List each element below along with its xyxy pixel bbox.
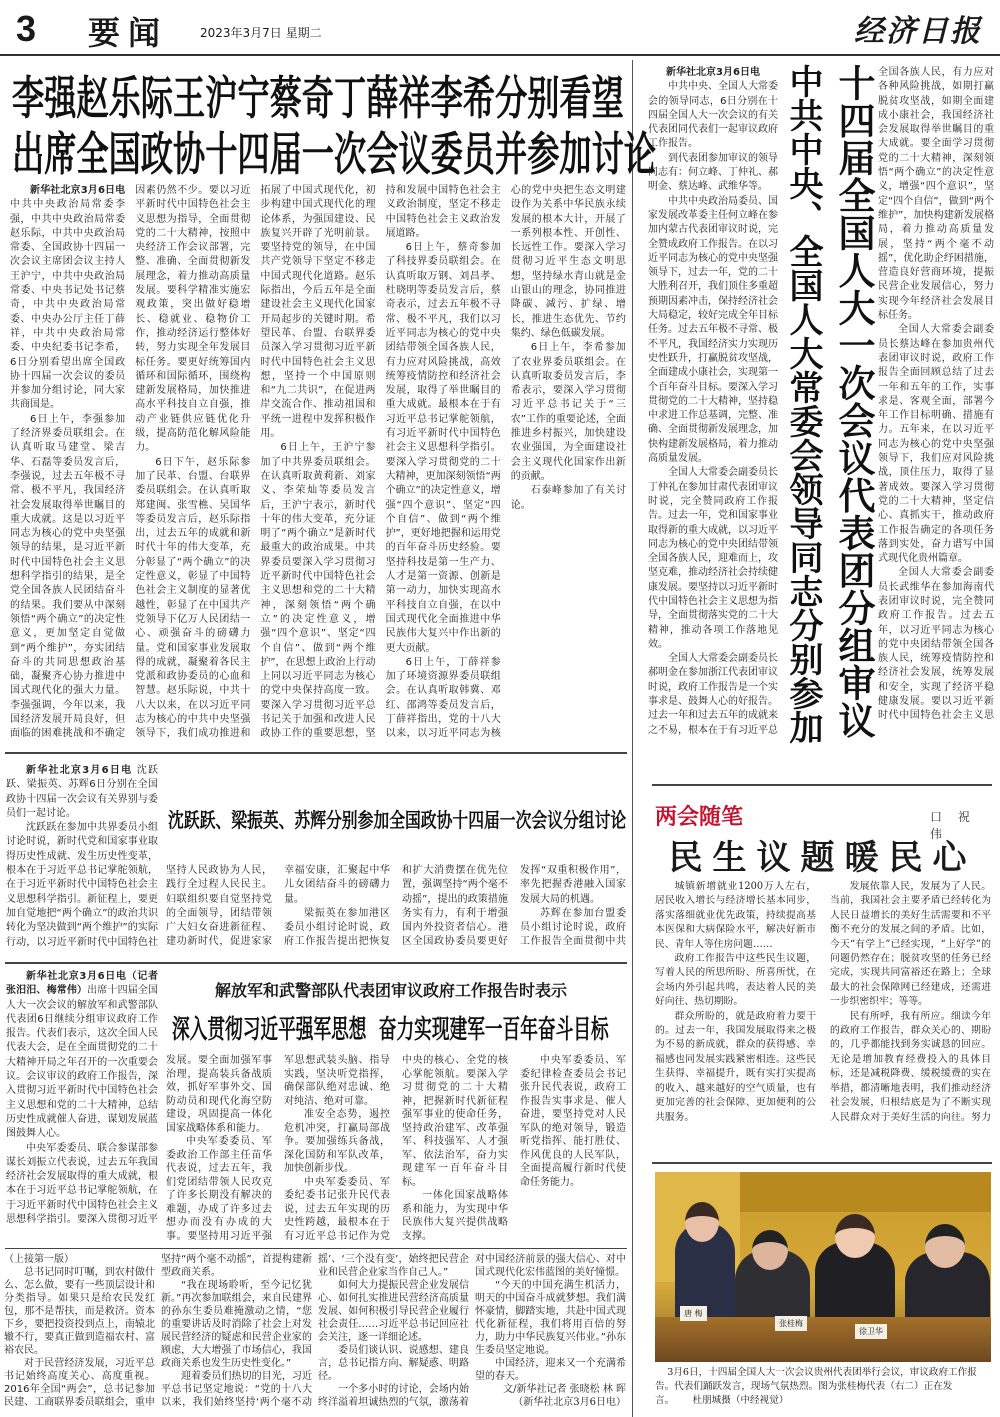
column-divider — [632, 60, 633, 1417]
paragraph: 6日上午，王沪宁参加了中共界委员联组会。在认真听取黄莉新、刘家义、李荣灿等委员发言后，王沪宁表示，新时代十年的伟大变革，充分证明了“两个确立”是新时代最重大的政治成果。中共界委员要深入学习贯彻习近平新时代中国特色社会主义思想和党的二十大精神，深刻领悟“两个确立”的决定性意义，增强“四个意识”、坚定“四个自信”、做到“两个维护”，在思想上政治上行动上同以习近平同志为核心的党中央保持高度一致。要深入学习贯彻习近平总书记关于加强和改进人民政协工作的重要思想，坚持和发展中国特色社会主义政治制度，坚定不移走中国特色社会主义政治发展道路。 — [260, 185, 501, 740]
paragraph: 对于民营经济发展，习近平总书记始终高度关心、高度重视。2016年全国“两会”，总书记参加民建、工商联界委员联组会，重申坚持“两个毫不动摇”，首提构建新型政商关系。 — [4, 1254, 312, 1408]
paragraph: 群众所盼的，就是政府着力要干的。过去一年，我国发展取得来之极为不易的新成就，群众的获得感、幸福感也同发展实践紧密相连。这些民生获得、幸福提升，既有实打实提高的收入、越来越好的空气质量，也有更加完善的社会保障、更加便利的公共服务。 — [655, 1010, 816, 1123]
paragraph: 出席十四届全国人大一次会议的解放军和武警部队代表团6日继续分组审议政府工作报告。代表们表示，这次全国人民代表大会，是在全面贯彻党的二十大精神开局之年召开的一次重要会议。会议审议的政府工作报告，深入贯彻习近平新时代中国特色社会主义思想和党的二十大精神，总结历史性成就催人奋进，谋划发展蓝图鼓舞人心。 — [6, 985, 158, 1140]
section-rule — [5, 1248, 627, 1249]
paragraph: 全国人大常委会副委员长武维华在参加海南代表团审议时说，完全赞同政府工作报告。过去五年，以习近平同志为核心的党中央团结带领全国各族人民，统筹疫情防控和经济社会发展，统筹发展和安全，实现了经济平稳健康发展。要以习近平新时代中国特色社会主义思 — [878, 567, 994, 722]
paragraph: 中国经济，迎来又一个充满希望的春天。 — [475, 1358, 626, 1382]
paragraph: 沈跃跃在参加中共界委员小组讨论时说，新时代党和国家事业取得历史性成就、发生历史性变革，根本在于习近平总书记掌舵领航，在于习近平新时代中国特色社会主义思想科学指引。新征程上，要更加自觉地把“两个确立”的政治共识转化为坚决做到“两个维护”的实际行动，以习近平新时代中国特色社 — [6, 822, 158, 948]
paragraph: 6日上午，李希参加了农业界委员联组会。在认真听取委员发言后，李希表示，要深入学习贯彻习近平总书记关于“三农”工作的重要论述，全面推进乡村振兴，加快建设农业强国，为全面建设社会主义现代化国家作出新的贡献。 — [510, 342, 626, 482]
continuation-byline: 文/新华社记者 张晓松 林 晖 — [503, 1384, 626, 1395]
paragraph: 中共中央政治局常委李强，中共中央政治局常委赵乐际，中共中央政治局常委、全国政协十四届一次会议主席团会议主持人王沪宁，中共中央政治局常委、中央书记处书记蔡奇，中共中央政治局常委、中央办公厅主任丁薛祥，中共中央政治局常委、中央纪委书记李希，6日分别看望出席全国政协十四届一次会议的委员并参加分组讨论，同大家共商国是。 — [10, 199, 126, 411]
right-article-dateline: 新华社北京3月6日电 — [666, 67, 760, 78]
right-article-right-column — [878, 66, 994, 746]
paragraph: 迎着委员们热切的目光，习近平总书记坚定地说：“党的十八大以来，我们始终坚持‘两个毫不动摇’、‘三个没有变’，始终把民营企业和民营企业家当作自己人。” — [161, 1254, 469, 1408]
paragraph: “今天的中国充满生机活力，明天的中国奋斗成就梦想。我们满怀豪情，脚踏实地，共赴中国式现代化新征程，我们将用百倍的努力，助力中华民族复兴伟业。”孙东生委员坚定地说。 — [475, 1280, 626, 1356]
paragraph: 发展依靠人民，发展为了人民。当前，我国社会主要矛盾已经转化为人民日益增长的美好生活需要和不平衡不充分的发展之间的矛盾。比如，今天“有学上”已经实现，“上好学”的问题仍然存在；脱贫攻坚的任务已经完成，实现共同富裕还在路上；全球最大的社会保障网已经建成，还需进一步织密织牢；等等。 — [830, 881, 991, 1008]
paragraph: 中央军委委员、军委纪律检查委员会书记张升民代表说，政府工作报告实事求是、催人奋进，要坚持党对人民军队的绝对领导，锻造听党指挥、能打胜仗、作风优良的人民军队，全面提高履行新时代使命任务能力。 — [520, 1055, 626, 1188]
column-label: 两会随笔 — [655, 805, 744, 830]
paragraph: 民有所呼，我有所应。细读今年的政府工作报告，群众关心的、期盼的，几乎都能找到务实诚恳的回应。无论是增加教育经费投入的具体目标，还是减税降费、缓税缓费的实在举措，都清晰地表明，我们推动经济社会发展，归根结底是为了不断实现人民群众对于美好生活的向往。努力 — [830, 1010, 991, 1123]
right-article-title-line2: 中共中央、全国人大常委会领导同志分别参加 — [783, 64, 823, 744]
right-article-title-line1: 十四届全国人大一次会议代表团分组审议 — [832, 64, 875, 739]
paragraph: 中央军委委员、军委纪委书记张升民代表说，过去五年实现的历史性跨越，最根本在于有习近平总书记作为党中央的核心、全党的核心掌舵领航。要深入学习贯彻党的二十大精神，把握新时代新征程强军事业的使命任务，坚持政治建军、改革强军、科技强军、人才强军、依法治军，奋力实现建军一百年奋斗目标。 — [284, 1055, 508, 1242]
page-number: 3 — [16, 8, 37, 49]
paragraph: 城镇新增就业1200万人左右，居民收入增长与经济增长基本同步，落实落细就业优先政策，持续提高基本医保和大病保险水平，解决好新市民、青年人等住房问题…… — [655, 881, 816, 950]
paragraph: 准安全态势，遏控危机冲突，打赢局部战争。要加强练兵备战，深化国防和军队改革，加快创新步伐。 — [284, 1109, 390, 1174]
paragraph: 全国人大常委会副委员长丁仲礼在参加甘肃代表团审议时说，完全赞同政府工作报告。过去一年，党和国家事业取得新的重大成就，以习近平同志为核心的党中央团结带领全国各族人民，迎难而上，攻坚克难，推动经济社会持续健康发展。要坚持以习近平新时代中国特色社会主义思想为指导，全面贯彻落实党的二十大精神，推动各项工作落地见效。 — [648, 467, 778, 650]
nameplate: 张桂梅 — [775, 1316, 807, 1331]
person-head — [752, 1230, 788, 1270]
paragraph: 发展。要全面加强军事治理，提高装兵备战质效，抓好军事外交、国防动员和现代化海空防建设，巩固提高一体化国家战略体系和能力。 — [166, 1055, 272, 1134]
section-rule — [652, 1162, 992, 1164]
paragraph: 政府工作报告中这些民生议题，写着人民的所思所盼、所喜所忧，在会场内外引起共鸣，表达着人民的美好向往、热切期盼。 — [655, 953, 816, 1008]
paragraph-group — [166, 864, 626, 956]
paragraph: 石泰峰参加了有关讨论。 — [510, 485, 626, 511]
paragraph-group — [648, 66, 778, 746]
section-rule — [5, 752, 627, 754]
news-photo — [655, 1172, 991, 1362]
paragraph: 总书记同时叮嘱，到农村做什么、怎么做，要有一些顶层设计和分类指导。如果只是给农民发红包，那不是帮扶，而是救济。资本下乡，要把投资投到点上，南辕北辙不行，要真正做到造福农村、富裕农民。 — [4, 1267, 155, 1356]
paragraph: 一个多小时的讨论，会场内始终洋溢着坦诚热烈的气氛，激荡着对中国经济前景的强大信心、对中国式现代化宏伟蓝图的美好憧憬。 — [318, 1254, 626, 1408]
article1-dateline: 新华社北京3月6日电 — [30, 185, 126, 196]
newspaper-logo: 经济日报 — [854, 14, 982, 49]
article3-lead — [6, 970, 158, 1244]
paragraph: 一体化国家战略体系和能力，为实现中华民族伟大复兴提供战略支撑。 — [402, 1190, 508, 1242]
paragraph: 沈跃跃、梁振英、苏辉6日分别在全国政协十四届一次会议有关界别与委员们一起讨论。 — [6, 765, 158, 819]
article1-headline-line1: 李强赵乐际王沪宁蔡奇丁薛祥李希分别看望 — [12, 71, 624, 125]
paragraph: “我在现场聆听，至今记忆犹新。”再次参加联组会，来自民建界的孙东生委员难掩激动之情，“您的重要讲话及时消除了社会上对发展民营经济的疑虑和民营企业家的顾虑，大大增强了市场信心，我国政商关系也发生历史性变化。” — [161, 1280, 312, 1369]
paragraph: 委员们谈认识、说感想、建良言，总书记指方向、解疑惑、明路径。 — [318, 1345, 469, 1382]
paragraph: 6日下午，赵乐际参加了民革、台盟、台联界委员联组会。在认真听取郑建闽、张雪樵、吴国华等委员发言后，赵乐际指出，过去五年的成就和新时代十年的伟大变革，充分彰显了“两个确立”的决定性意义，彰显了中国特色社会主义制度的显著优越性，彰显了在中国共产党领导下亿万人民团结一心、顽强奋斗的磅礴力量。党和国家事业发展取得的成就，凝聚着各民主党派和政协委员的心血和智慧。赵乐际说，中共十八大以来，在以习近平同志为核心的中共中央坚强领导下，我们成功推进和拓展了中国式现代化，初步构建中国式现代化的理论体系，为强国建设、民族复兴开辟了光明前景。要坚持党的领导，在中国共产党领导下坚定不移走中国式现代化道路。赵乐际指出，今后五年是全面建设社会主义现代化国家开局起步的关键时期。希望民革、台盟、台联界委员深入学习贯彻习近平新时代中国特色社会主义思想，坚持一个中国原则和“九二共识”，在促进两岸交流合作、推动祖国和平统一进程中发挥积极作用。 — [135, 185, 376, 740]
right-article-title — [782, 64, 874, 744]
paragraph: 6日上午，蔡奇参加了科技界委员联组会。在认真听取万钢、刘昌孝、杜晓明等委员发言后，蔡奇表示，过去五年极不寻常、极不平凡，我们以习近平同志为核心的党中央团结带领全国各族人民，有力应对风险挑战，高效统筹疫情防控和经济社会发展，取得了举世瞩目的重大成就。最根本在于有习近平总书记掌舵领航，有习近平新时代中国特色社会主义思想科学指引。要深入学习贯彻党的二十大精神，更加深刻领悟“两个确立”的决定性意义，增强“四个意识”、坚定“四个自信”、做到“两个维护”，更好地把握和运用党的百年奋斗历史经验。要坚持科技是第一生产力、人才是第一资源、创新是第一动力，加快实现高水平科技自立自强，在以中国式现代化全面推进中华民族伟大复兴中作出新的更大贡献。 — [385, 242, 501, 654]
section-rule — [5, 962, 627, 964]
masthead — [0, 0, 1000, 56]
article3-headline: 深入贯彻习近平强军思想 奋力实现建军一百年奋斗目标 — [172, 1015, 609, 1045]
paragraph-group — [166, 1054, 626, 1244]
paragraph: 到代表团参加审议的领导同志有：何立峰、丁仲礼、郝明金、蔡达峰、武维华等。 — [648, 152, 778, 193]
person-head — [925, 1224, 965, 1268]
paragraph: 中央军委委员、军委政治工作部主任苗华代表说，过去五年，我们党团结带领人民攻克了许多长期没有解决的难题，办成了许多过去想办而没有办成的大事。要坚持用习近平强军思想武装头脑、指导实践，坚决听党指挥，确保部队绝对忠诚、绝对纯洁、绝对可靠。 — [166, 1055, 390, 1242]
paragraph: 全国人大常委会副委员长蔡达峰在参加贵州代表团审议时说，政府工作报告全面回顾总结了过去一年和五年的工作，实事求是、客观全面，部署今年工作目标明确、措施有力。五年来，在以习近平同志为核心的党中央坚强领导下，我们应对风险挑战，顶住压力，取得了显著成效。要深入学习贯彻党的二十大精神，坚定信心、真抓实干，推动政府工作报告确定的各项任务落到实处，奋力谱写中国式现代化贵州篇章。 — [878, 324, 994, 565]
essay-body — [655, 880, 991, 1152]
right-article-left-column — [648, 66, 778, 746]
nameplate: 徐卫华 — [855, 1324, 887, 1339]
paragraph: 6日上午，李强参加了经济界委员联组会。在认真听取马建堂、梁吉华、石磊等委员发言后，李强说，过去五年极不寻常、极不平凡，我国经济社会发展取得举世瞩目的重大成就。这是以习近平同志为核心的党中央坚强领导的结果，是习近平新时代中国特色社会主义思想科学指引的结果，是全党全国各族人民团结奋斗的结果。我们要从中深刻领悟“两个确立”的决定性意义，更加坚定自觉做到“两个维护”，夯实团结奋斗的共同思想政治基础，凝聚齐心协力推进中国式现代化的强大力量。李强强调，今年以来，我国经济发展开局良好，但面临的困难挑战和不确定因素仍然不少。要以习近平新时代中国特色社会主义思想为指导，全面贯彻党的二十大精神，按照中央经济工作会议部署，完整、准确、全面贯彻新发展理念，着力推动高质量发展。要科学精准实施宏观政策，突出做好稳增长、稳就业、稳物价工作，推动经济运行整体好转，努力实现全年发展目标任务。要更好统筹国内循环和国际循环，围绕构建新发展格局，加快推进高水平科技自立自强，推动产业链供应链优化升级，提高防范化解风险能力。 — [10, 185, 251, 740]
table — [655, 1317, 991, 1362]
paragraph: 中共中央政治局委员、国家发展改革委主任何立峰在参加内蒙古代表团审议时说，完全赞成政府工作报告。在以习近平同志为核心的党中央坚强领导下，过去一年，党的二十大胜利召开，我们顶住多重超预期因素冲击，保持经济社会大局稳定，较好完成全年目标任务。过去五年极不寻常、极不平凡，我国经济实力实现历史性跃升，打赢脱贫攻坚战，全面建成小康社会，实现第一个百年奋斗目标。要深入学习贯彻党的二十大精神，坚持稳中求进工作总基调，完整、准确、全面贯彻新发展理念，加快构建新发展格局，着力推动高质量发展。 — [648, 195, 778, 465]
article3-subtitle: 解放军和武警部队代表团审议政府工作报告时表示 — [215, 981, 568, 1000]
paragraph: 全国人大常委会副委员长郝明金在参加浙江代表团审议时说，政府工作报告是一个实事求是、鼓舞人心的好报告。过去一年和过去五年的成就来之不易，根本在于有习近平总 — [648, 653, 778, 736]
caption-text: 3月6日，十四届全国人大一次会议贵州代表团举行会议，审议政府工作报告。代表们踊跃发言，现场气氛热烈。图为张桂梅代表（右二）正在发言。 — [655, 1367, 977, 1406]
continuation-source: （新华社北京3月6日电） — [513, 1397, 626, 1408]
article3-dateline: 新华社北京3月6日电（记者张汨汨、梅常伟） — [6, 971, 158, 997]
issue-date: 2023年3月7日 星期二 — [200, 26, 322, 40]
article2-headline: 沈跃跃、梁振英、苏辉分别参加全国政协十四届一次会议分组讨论 — [168, 808, 627, 832]
paragraph: 中共中央、全国人大常委会的领导同志，6日分别在十四届全国人大一次会议的有关代表团同代表们一起审议政府工作报告。 — [648, 81, 778, 150]
paragraph: 苏辉在参加台盟委员小组讨论时说，政府工作报告全面贯彻中共 — [520, 907, 626, 948]
article1-headline — [12, 70, 656, 182]
continuation-label: （上接第一版） — [4, 1254, 74, 1265]
paragraph: 6日上午，丁薛祥参加了环境资源界委员联组会。在认真听取韩冀、邓红、邵鸿等委员发言后，丁薛祥指出，党的十八大以来，以习近平同志为核心的党中央把生态文明建设作为关系中华民族永续发展的根本大计，开展了一系列根本性、开创性、长远性工作。要深入学习贯彻习近平生态文明思想，坚持绿水青山就是金山银山的理念，协同推进降碳、减污、扩绿、增长，推进生态优先、节约集约、绿色低碳发展。 — [385, 185, 626, 740]
paragraph-group — [878, 66, 994, 746]
article1-headline-line2: 出席全国政协十四届一次会议委员并参加讨论 — [12, 127, 656, 181]
photo-credit: 杜朋城摄（中经视觉） — [692, 1395, 789, 1406]
continuation-body — [4, 1253, 626, 1415]
section-rule — [652, 784, 992, 786]
paragraph: 梁振英在参加港区委员小组讨论时说，政府工作报告提出把恢复和扩大消费摆在优先位置，强调坚持“两个毫不动摇”，提出的政策措施务实有力，有利于增强国内外投资者信心。港区全国政协委员要更好发挥“双重积极作用”，率先把握香港融入国家发展大局的机遇。 — [284, 865, 626, 948]
paragraph: 全国各族人民，有力应对各种风险挑战，如期打赢脱贫攻坚战，如期全面建成小康社会，我国经济社会发展取得举世瞩目的重大成就。要全面学习贯彻党的二十大精神，深刻领悟“两个确立”的决定性意义，增强“四个意识”，坚定“四个自信”，做到“两个维护”，加快构建新发展格局，着力推动高质量发展，坚持“两个毫不动摇”，优化助企纾困措施，营造良好营商环境，提振民营企业发展信心，努力实现今年经济社会发展目标任务。 — [878, 67, 994, 322]
speaker-head — [835, 1214, 875, 1258]
paragraph: 中央军委委员、联合参谋部参谋长刘振立代表说，过去五年我国经济社会发展取得的重大成就，根本在于习近平总书记掌舵领航，在于习近平新时代中国特色社会主义思想科学指引。要深入贯彻习近平 — [6, 1142, 158, 1226]
section-name: 要闻 — [88, 14, 169, 52]
paragraph: 坚持人民政协为人民，践行全过程人民民主。妇联组织要自觉坚持党的全面领导，团结带领广大妇女奋进新征程、建功新时代，促进家家幸福安康，汇聚起中华儿女团结奋斗的磅礴力量。 — [166, 865, 390, 948]
photo-caption — [655, 1366, 991, 1408]
article1-body — [10, 184, 626, 746]
article2-body — [166, 864, 626, 956]
article2-lead — [6, 764, 158, 956]
nameplate: 唐 梅 — [680, 1306, 707, 1321]
person-head — [685, 1202, 719, 1242]
essay-byline: 口 祝 伟 — [930, 810, 976, 841]
paragraph: 如何大力提振民营企业发展信心、如何扎实推进民营经济高质量发展、如何积极引导民营企业履行社会责任……习近平总书记回应社会关注，逐一详细论述。 — [318, 1280, 469, 1343]
paragraph-group — [655, 880, 991, 1152]
essay-headline: 民生议题暖民心 — [668, 838, 977, 878]
article3-body — [166, 1054, 626, 1244]
article2-dateline: 新华社北京3月6日电 — [26, 765, 133, 776]
